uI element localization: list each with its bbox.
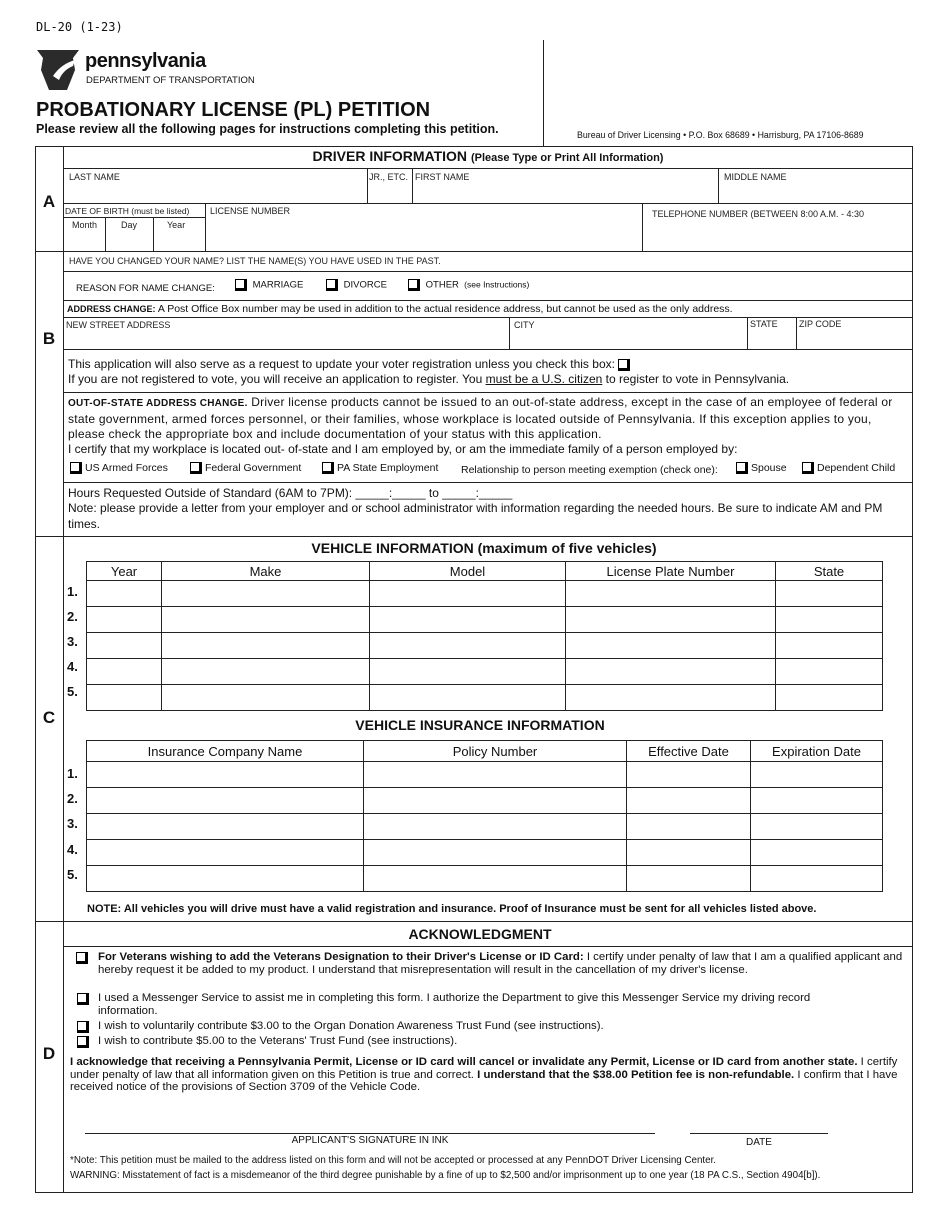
vehicle-row-number: 5. bbox=[67, 684, 78, 699]
vehicle-cell[interactable] bbox=[370, 659, 566, 685]
insurance-row-number: 2. bbox=[67, 791, 78, 806]
address-change-label: ADDRESS CHANGE: bbox=[67, 304, 156, 314]
organ-donation-item bbox=[74, 1020, 904, 1033]
insurance-col-expiration: Expiration Date bbox=[751, 741, 883, 762]
oos-label: OUT-OF-STATE ADDRESS CHANGE. bbox=[68, 398, 248, 409]
vehicle-row-number: 4. bbox=[67, 659, 78, 674]
section-letter-a: A bbox=[42, 192, 56, 211]
vehicle-row-1[interactable] bbox=[87, 581, 883, 607]
vehicle-cell[interactable] bbox=[776, 685, 883, 711]
vehicle-col-year: Year bbox=[87, 562, 162, 581]
vehicle-cell[interactable] bbox=[370, 685, 566, 711]
relationship-label: Relationship to person meeting exemption (check one): bbox=[461, 464, 718, 476]
ack-statement-text-2: I confirm that I have received notice of the provisions of Section 3709 of the Vehicle Code. bbox=[70, 1068, 898, 1093]
insurance-cell[interactable] bbox=[87, 814, 364, 840]
vehicle-cell[interactable] bbox=[162, 633, 370, 659]
vehicle-cell[interactable] bbox=[87, 581, 162, 607]
vehicle-col-plate: License Plate Number bbox=[566, 562, 776, 581]
federal-checkbox[interactable] bbox=[190, 462, 202, 474]
section-letter-b: B bbox=[42, 329, 56, 348]
veterans-fund-text: I wish to contribute $5.00 to the Veterans' Trust Fund (see instructions). bbox=[98, 1035, 458, 1047]
acknowledgment-heading: ACKNOWLEDGMENT bbox=[408, 926, 552, 942]
vehicle-cell[interactable] bbox=[162, 581, 370, 607]
vehicle-cell[interactable] bbox=[370, 581, 566, 607]
other-label: OTHER bbox=[425, 279, 459, 291]
insurance-cell[interactable] bbox=[751, 788, 883, 814]
insurance-cell[interactable] bbox=[87, 788, 364, 814]
vehicle-cell[interactable] bbox=[162, 659, 370, 685]
dob-label: DATE OF BIRTH (must be listed) bbox=[65, 206, 190, 216]
telephone-field[interactable]: TELEPHONE NUMBER (BETWEEN 8:00 A.M. - 4:30 bbox=[652, 209, 865, 219]
page-subtitle: Please review all the following pages for instructions completing this petition. bbox=[36, 122, 499, 136]
driver-info-note: (Please Type or Print All Information) bbox=[470, 152, 664, 164]
insurance-cell[interactable] bbox=[87, 762, 364, 788]
voter-line-1-text: This application will also serve as a request to update your voter registration unless you check this box: bbox=[68, 357, 615, 371]
insurance-col-effective: Effective Date bbox=[627, 741, 751, 762]
zip-field[interactable]: ZIP CODE bbox=[799, 319, 842, 329]
section-divider-bc bbox=[35, 536, 913, 537]
insurance-row-1[interactable] bbox=[87, 762, 883, 788]
dob-month-field[interactable]: Month bbox=[72, 220, 98, 230]
insurance-col-policy: Policy Number bbox=[364, 741, 627, 762]
armed-forces-label: US Armed Forces bbox=[85, 462, 168, 474]
insurance-col-company: Insurance Company Name bbox=[87, 741, 364, 762]
page-title: PROBATIONARY LICENSE (PL) PETITION bbox=[36, 99, 431, 121]
voter-line-2 bbox=[68, 372, 789, 388]
oos-certify: I certify that my workplace is located out- of-state and I am employed by, or am the immediate family of a person employed by: bbox=[68, 442, 738, 456]
opt-pa-state[interactable] bbox=[322, 462, 438, 474]
reason-other-option[interactable] bbox=[408, 279, 529, 291]
keystone-logo-icon bbox=[35, 46, 81, 92]
reason-label: REASON FOR NAME CHANGE: bbox=[76, 283, 215, 294]
vehicle-header-row bbox=[87, 562, 883, 581]
insurance-cell[interactable] bbox=[751, 762, 883, 788]
penndot-logo bbox=[35, 46, 255, 92]
insurance-cell[interactable] bbox=[364, 814, 627, 840]
pa-state-label: PA State Employment bbox=[337, 462, 439, 474]
voter-opt-out-checkbox[interactable] bbox=[618, 359, 630, 371]
vehicle-row-5[interactable] bbox=[87, 685, 883, 711]
vehicle-cell[interactable] bbox=[566, 685, 776, 711]
insurance-header-row bbox=[87, 741, 883, 762]
state-field[interactable]: STATE bbox=[750, 319, 778, 329]
dependent-child-checkbox[interactable] bbox=[802, 462, 814, 474]
veterans-fund-checkbox[interactable] bbox=[77, 1036, 89, 1048]
insurance-row-2[interactable] bbox=[87, 788, 883, 814]
vehicle-cell[interactable] bbox=[776, 659, 883, 685]
insurance-cell[interactable] bbox=[364, 788, 627, 814]
voter-line-1 bbox=[68, 357, 630, 373]
vehicle-col-model: Model bbox=[370, 562, 566, 581]
insurance-cell[interactable] bbox=[627, 814, 751, 840]
armed-forces-checkbox[interactable] bbox=[70, 462, 82, 474]
opt-dependent-child[interactable] bbox=[802, 462, 895, 474]
dob-day-field[interactable]: Day bbox=[121, 220, 138, 230]
other-note: (see Instructions) bbox=[464, 279, 530, 290]
address-change-row bbox=[67, 303, 733, 315]
organ-donation-text: I wish to voluntarily contribute $3.00 to the Organ Donation Awareness Trust Fund (see instructions). bbox=[98, 1020, 604, 1032]
signature-line[interactable] bbox=[85, 1133, 655, 1134]
federal-label: Federal Government bbox=[205, 462, 302, 474]
street-address-field[interactable]: NEW STREET ADDRESS bbox=[66, 320, 171, 330]
opt-armed-forces[interactable] bbox=[70, 462, 168, 474]
last-name-field[interactable]: LAST NAME bbox=[69, 172, 120, 182]
section-letter-d: D bbox=[42, 1044, 56, 1063]
spouse-checkbox[interactable] bbox=[736, 462, 748, 474]
vehicle-cell[interactable] bbox=[566, 607, 776, 633]
driver-info-title: DRIVER INFORMATION bbox=[312, 148, 468, 164]
reason-marriage-option[interactable] bbox=[235, 279, 303, 291]
vehicle-col-state: State bbox=[776, 562, 883, 581]
messenger-service-item bbox=[74, 992, 904, 1017]
vehicle-table bbox=[86, 561, 883, 711]
vehicle-cell[interactable] bbox=[370, 633, 566, 659]
insurance-cell[interactable] bbox=[364, 840, 627, 866]
insurance-cell[interactable] bbox=[627, 866, 751, 892]
vehicle-row-number: 3. bbox=[67, 634, 78, 649]
divorce-label: DIVORCE bbox=[343, 279, 387, 291]
vehicle-cell[interactable] bbox=[776, 581, 883, 607]
vehicle-col-make: Make bbox=[162, 562, 370, 581]
messenger-service-checkbox[interactable] bbox=[77, 993, 89, 1005]
insurance-row-3[interactable] bbox=[87, 814, 883, 840]
insurance-cell[interactable] bbox=[87, 840, 364, 866]
misstatement-warning: WARNING: Misstatement of fact is a misdemeanor of the third degree punishable by a fine of up to $2,500 and/or imprisonment up to one year (18 PA C.S., Section 4904[b]). bbox=[70, 1170, 821, 1181]
vehicle-row-2[interactable] bbox=[87, 607, 883, 633]
insurance-cell[interactable] bbox=[627, 762, 751, 788]
insurance-cell[interactable] bbox=[627, 840, 751, 866]
section-letter-c: C bbox=[42, 708, 56, 727]
ack-statement-bold-1: I acknowledge that receiving a Pennsylvania Permit, License or ID card will cancel or invalidate any Permit, License or ID card from another state. bbox=[70, 1056, 858, 1068]
form-id: DL-20 (1-23) bbox=[36, 20, 123, 34]
address-change-text: A Post Office Box number may be used in addition to the actual residence address, but cannot be used as the only address. bbox=[157, 303, 733, 315]
logo-department: DEPARTMENT OF TRANSPORTATION bbox=[86, 75, 255, 86]
suffix-field[interactable]: JR., ETC. bbox=[369, 172, 409, 182]
out-of-state-paragraph bbox=[68, 395, 906, 443]
vehicle-row-4[interactable] bbox=[87, 659, 883, 685]
vehicle-cell[interactable] bbox=[87, 659, 162, 685]
insurance-cell[interactable] bbox=[87, 866, 364, 892]
insurance-row-number: 3. bbox=[67, 816, 78, 831]
voter-line-2-text: If you are not registered to vote, you will receive an application to register. You bbox=[68, 372, 486, 386]
date-label: DATE bbox=[746, 1137, 772, 1148]
section-divider-ab bbox=[35, 251, 913, 252]
vehicle-cell[interactable] bbox=[566, 633, 776, 659]
dependent-child-label: Dependent Child bbox=[817, 462, 896, 474]
vehicle-cell[interactable] bbox=[566, 659, 776, 685]
signature-label: APPLICANT'S SIGNATURE IN INK bbox=[291, 1135, 449, 1146]
middle-name-field[interactable]: MIDDLE NAME bbox=[724, 172, 787, 182]
vehicle-cell[interactable] bbox=[566, 581, 776, 607]
mailing-footnote: *Note: This petition must be mailed to the address listed on this form and will not be accepted or processed at any PennDOT Driver Licensing Center. bbox=[70, 1155, 717, 1166]
organ-donation-checkbox[interactable] bbox=[77, 1021, 89, 1033]
vehicle-cell[interactable] bbox=[87, 607, 162, 633]
first-name-field[interactable]: FIRST NAME bbox=[415, 172, 470, 182]
license-number-field[interactable]: LICENSE NUMBER bbox=[210, 206, 291, 216]
ack-statement-bold-2: I understand that the $38.00 Petition fee is non-refundable. bbox=[477, 1068, 795, 1081]
vehicle-row-number: 2. bbox=[67, 609, 78, 624]
divorce-checkbox[interactable] bbox=[326, 279, 338, 291]
name-change-question[interactable]: HAVE YOU CHANGED YOUR NAME? LIST THE NAME(S) YOU HAVE USED IN THE PAST. bbox=[69, 256, 441, 266]
vehicle-cell[interactable] bbox=[87, 633, 162, 659]
voter-line-2-end: to register to vote in Pennsylvania. bbox=[602, 372, 790, 386]
vehicle-info-heading: VEHICLE INFORMATION (maximum of five vehicles) bbox=[311, 540, 657, 556]
insurance-table bbox=[86, 740, 883, 892]
insurance-cell[interactable] bbox=[751, 840, 883, 866]
other-checkbox[interactable] bbox=[408, 279, 420, 291]
veterans-fund-item bbox=[74, 1035, 904, 1048]
vehicle-cell[interactable] bbox=[162, 607, 370, 633]
insurance-row-5[interactable] bbox=[87, 866, 883, 892]
opt-spouse[interactable] bbox=[736, 462, 787, 474]
veterans-designation-text: I certify under penalty of law that I am a qualified applicant and hereby request it be added to my product. I understand that misrepresentation will result in the cancellation of my driver's license. bbox=[98, 951, 903, 976]
vehicle-cell[interactable] bbox=[162, 685, 370, 711]
header-divider bbox=[543, 40, 544, 146]
vehicle-cell[interactable] bbox=[370, 607, 566, 633]
veterans-designation-bold: For Veterans wishing to add the Veterans Designation to their Driver's License or ID Card: bbox=[98, 951, 584, 963]
pa-state-checkbox[interactable] bbox=[322, 462, 334, 474]
citizen-requirement: must be a U.S. citizen bbox=[485, 372, 603, 386]
vehicle-note: NOTE: All vehicles you will drive must have a valid registration and insurance. Proof of Insurance must be sent for all vehicles listed above. bbox=[87, 903, 817, 915]
opt-federal[interactable] bbox=[190, 462, 301, 474]
marriage-checkbox[interactable] bbox=[235, 279, 247, 291]
reason-divorce-option[interactable] bbox=[326, 279, 387, 291]
dob-year-field[interactable]: Year bbox=[167, 220, 186, 230]
insurance-heading: VEHICLE INSURANCE INFORMATION bbox=[355, 717, 605, 733]
hours-note: Note: please provide a letter from your employer and or school administrator with information regarding the needed hours. Be sure to indicate AM and PM times. bbox=[68, 501, 883, 531]
insurance-cell[interactable] bbox=[751, 866, 883, 892]
insurance-row-number: 5. bbox=[67, 867, 78, 882]
insurance-row-number: 4. bbox=[67, 842, 78, 857]
bureau-address: Bureau of Driver Licensing • P.O. Box 68689 • Harrisburg, PA 17106-8689 bbox=[577, 130, 864, 140]
marriage-label: MARRIAGE bbox=[252, 279, 304, 291]
hours-requested[interactable]: Hours Requested Outside of Standard (6AM to 7PM): _____:_____ to _____:_____ bbox=[68, 486, 513, 500]
logo-brand: pennsylvania bbox=[85, 50, 206, 72]
spouse-label: Spouse bbox=[751, 462, 787, 474]
insurance-row-number: 1. bbox=[67, 766, 78, 781]
driver-info-heading bbox=[64, 148, 912, 164]
insurance-row-4[interactable] bbox=[87, 840, 883, 866]
insurance-cell[interactable] bbox=[364, 762, 627, 788]
insurance-cell[interactable] bbox=[751, 814, 883, 840]
vehicle-cell[interactable] bbox=[776, 607, 883, 633]
vehicle-row-3[interactable] bbox=[87, 633, 883, 659]
veterans-designation-checkbox[interactable] bbox=[76, 952, 88, 964]
insurance-cell[interactable] bbox=[627, 788, 751, 814]
section-letter-column bbox=[63, 146, 64, 1193]
oos-text: Driver license products cannot be issued to an out-of-state address, except in the case of an employee of federal or state government, armed forces personnel, or their families, whose workplace is located outside of Pennsylvania. If this exception applies to you, please check the appropriate box and include documentation of your status with this application. bbox=[68, 395, 893, 441]
section-divider-cd bbox=[35, 921, 913, 922]
insurance-cell[interactable] bbox=[364, 866, 627, 892]
vehicle-row-number: 1. bbox=[67, 584, 78, 599]
vehicle-cell[interactable] bbox=[776, 633, 883, 659]
veterans-designation-item bbox=[74, 951, 904, 976]
messenger-service-text: I used a Messenger Service to assist me in completing this form. I authorize the Department to give this Messenger Service my driving record information. bbox=[98, 992, 811, 1017]
ack-statement-text-1: I certify under penalty of law that all information given on this Petition is true and correct. bbox=[70, 1056, 898, 1081]
vehicle-cell[interactable] bbox=[87, 685, 162, 711]
city-field[interactable]: CITY bbox=[514, 320, 535, 330]
date-line[interactable] bbox=[690, 1133, 828, 1134]
acknowledgment-statement bbox=[70, 1056, 906, 1094]
